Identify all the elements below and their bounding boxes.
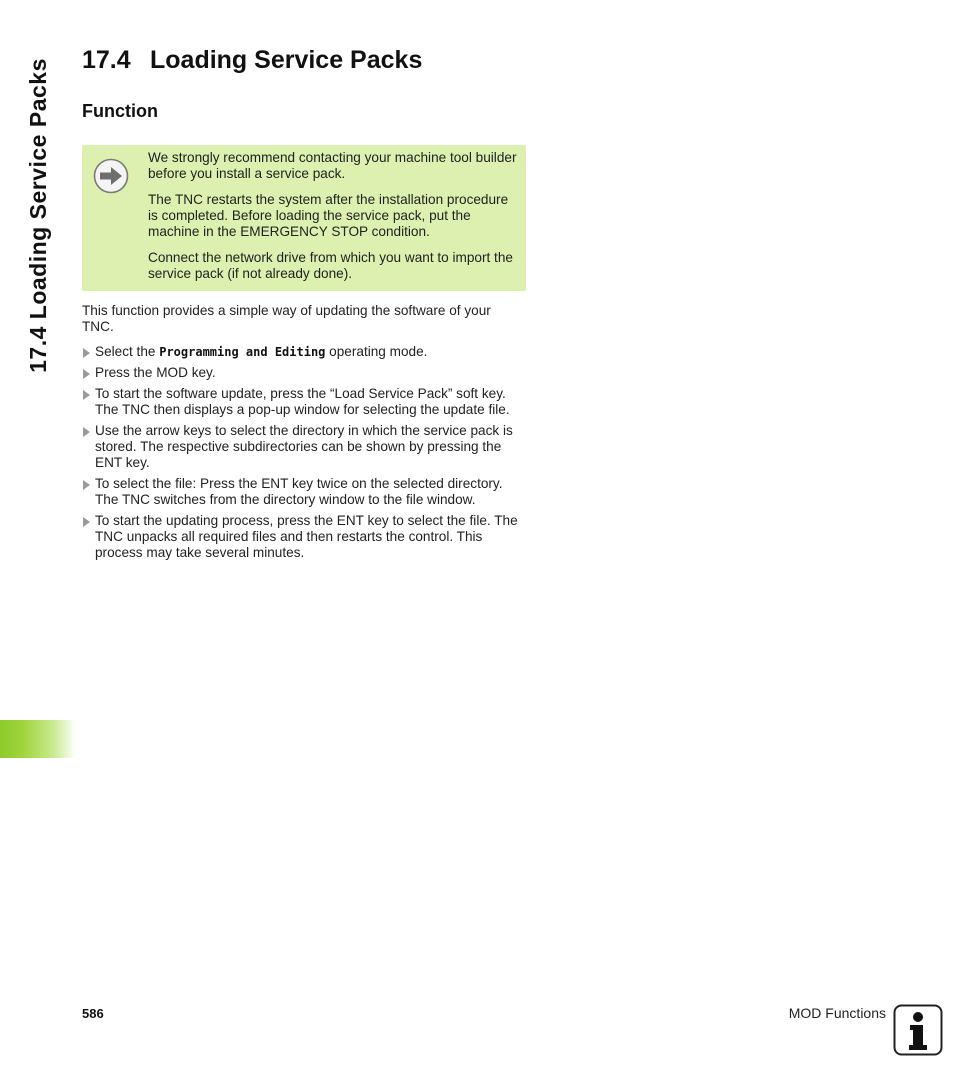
section-title: Function bbox=[82, 101, 158, 121]
step-text: To start the updating process, press the ENT key to select the file. The TNC unpacks all required files and then restarts the control. This process may take several minutes. bbox=[95, 513, 518, 560]
step-text: Use the arrow keys to select the directory in which the service pack is stored. The respective subdirectories can be shown by pressing the ENT key. bbox=[95, 423, 513, 470]
step-text: Select the bbox=[95, 344, 160, 359]
step-bullet-icon bbox=[83, 348, 90, 358]
footer-chapter-name: MOD Functions bbox=[788, 1005, 886, 1021]
page-title-text: Loading Service Packs bbox=[150, 46, 423, 74]
intro-paragraph: This function provides a simple way of updating the software of your TNC. bbox=[82, 303, 491, 334]
step-bullet-icon bbox=[83, 480, 90, 490]
step-bullet-icon bbox=[83, 369, 90, 379]
note-paragraph-3: Connect the network drive from which you want to import the service pack (if not already done). bbox=[148, 250, 513, 281]
step-item bbox=[82, 476, 526, 508]
step-bullet-icon bbox=[83, 517, 90, 527]
body-content bbox=[82, 303, 526, 566]
page-title-number: 17.4 bbox=[82, 46, 131, 74]
side-chapter-title bbox=[8, 50, 68, 380]
step-bullet-icon bbox=[83, 427, 90, 437]
step-item bbox=[82, 344, 526, 360]
page-number: 586 bbox=[82, 1006, 104, 1021]
step-list bbox=[82, 344, 526, 561]
note-paragraph-2: The TNC restarts the system after the installation procedure is completed. Before loading the service pack, put the machine in the EMERGENCY STOP condition. bbox=[148, 192, 509, 239]
note-text bbox=[148, 150, 520, 292]
arrow-right-icon bbox=[93, 158, 129, 194]
step-item bbox=[82, 386, 526, 418]
note-paragraph-1: We strongly recommend contacting your machine tool builder before you install a service pack. bbox=[148, 150, 517, 181]
step-item bbox=[82, 423, 526, 471]
chapter-tab-marker bbox=[0, 720, 76, 758]
info-icon bbox=[893, 1004, 943, 1056]
step-bullet-icon bbox=[83, 390, 90, 400]
mode-name-code: Programming and Editing bbox=[159, 345, 326, 359]
page-title bbox=[82, 46, 422, 75]
note-box bbox=[82, 145, 526, 291]
step-text: To start the software update, press the “Load Service Pack” soft key. The TNC then displays a pop-up window for selecting the update file. bbox=[95, 386, 510, 417]
step-text-tail: operating mode. bbox=[325, 344, 428, 359]
step-item bbox=[82, 365, 526, 381]
step-text: To select the file: Press the ENT key twice on the selected directory. The TNC switches from the directory window to the file window. bbox=[95, 476, 503, 507]
step-item bbox=[82, 513, 526, 561]
step-text: Press the MOD key. bbox=[95, 365, 216, 380]
side-chapter-title-text: 17.4 Loading Service Packs bbox=[24, 57, 51, 373]
